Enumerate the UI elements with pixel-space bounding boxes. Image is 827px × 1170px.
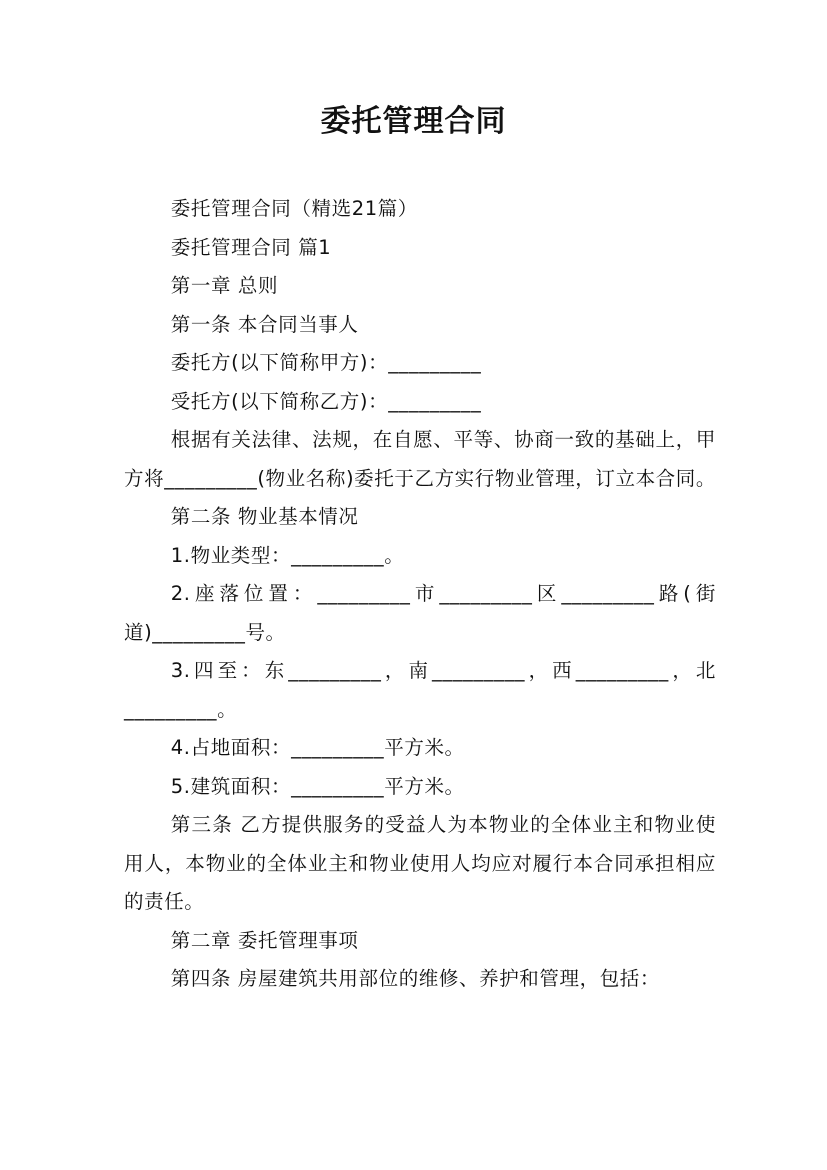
paragraph-article-two: 第二条 物业基本情况 [170, 505, 359, 528]
paragraph-land-area: 4.占地面积：_________平方米。 [170, 736, 465, 759]
paragraph-party-b: 受托方(以下简称乙方)：_________ [170, 389, 482, 413]
paragraph-property-boundaries: 3.四至：东_________，南_________，西_________，北_________。 [124, 659, 716, 721]
paragraph-preamble: 根据有关法律、法规，在自愿、平等、协商一致的基础上，甲方将_________(物业名称)委托于乙方实行物业管理，订立本合同。 [124, 428, 716, 490]
paragraph-party-a: 委托方(以下简称甲方)：_________ [170, 351, 482, 374]
paragraph-chapter-two-heading: 第二章 委托管理事项 [170, 928, 359, 952]
document-body [124, 190, 716, 999]
paragraph-property-location: 2.座落位置：_________市_________区_________路(街道)_________号。 [124, 582, 716, 644]
paragraph-article-three: 第三条 乙方提供服务的受益人为本物业的全体业主和物业使用人，本物业的全体业主和物业使用人均应对履行本合同承担相应的责任。 [124, 813, 716, 913]
paragraph-collection-title: 委托管理合同（精选21篇） [170, 197, 418, 220]
paragraph-chapter-one-heading: 第一章 总则 [170, 274, 279, 297]
document-title: 委托管理合同 [320, 104, 507, 139]
paragraph-article-four: 第四条 房屋建筑共用部位的维修、养护和管理，包括： [170, 967, 660, 990]
paragraph-article-one: 第一条 本合同当事人 [170, 312, 359, 336]
paragraph-chapter-label: 委托管理合同 篇1 [170, 235, 332, 259]
paragraph-building-area: 5.建筑面积：_________平方米。 [170, 774, 465, 798]
paragraph-property-type: 1.物业类型：_________。 [170, 543, 405, 567]
